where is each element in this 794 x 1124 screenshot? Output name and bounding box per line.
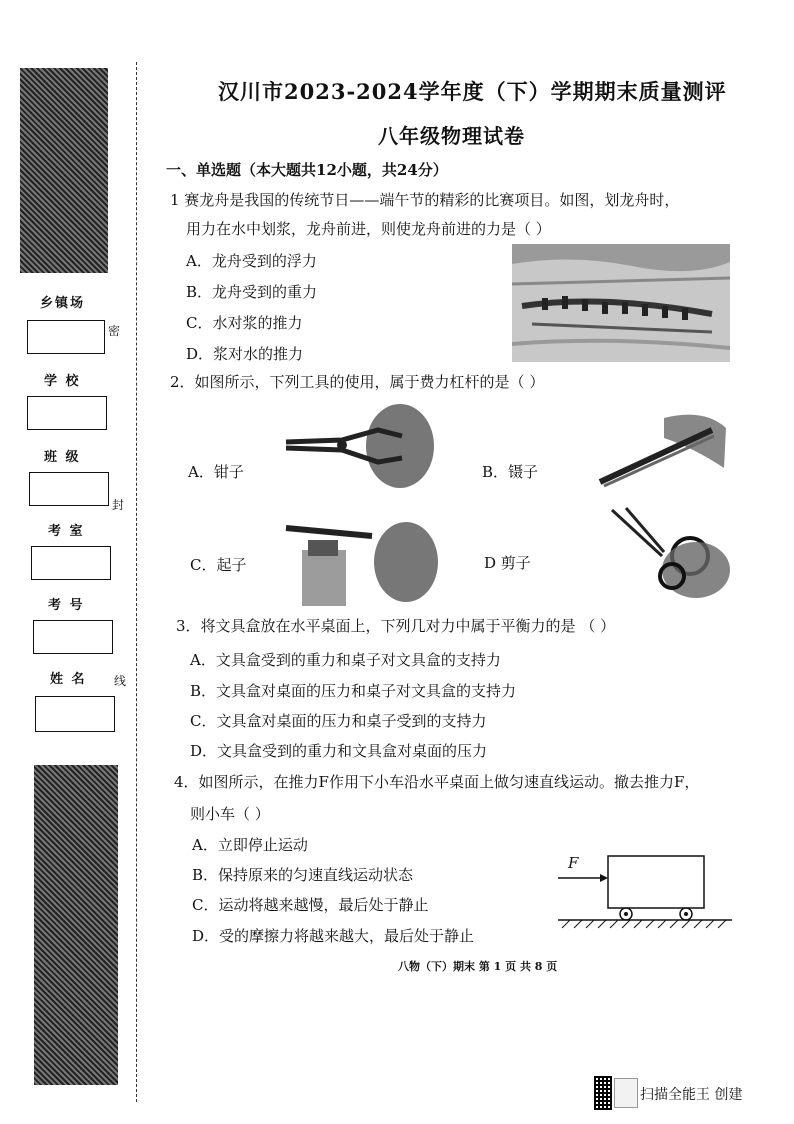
field-label-room: 考 室	[48, 524, 85, 539]
field-box-school[interactable]	[27, 396, 107, 430]
field-label-exam-number: 考 号	[48, 598, 85, 613]
field-label-class: 班 级	[44, 450, 81, 465]
dragon-boat-photo	[512, 244, 730, 362]
question-2-stem: 2．如图所示，下列工具的使用，属于费力杠杆的是（ ）	[170, 373, 545, 391]
question-4-option-c[interactable]: C．运动将越来越慢，最后处于静止	[192, 896, 429, 914]
field-label-school: 学 校	[44, 374, 81, 389]
question-4-option-b[interactable]: B．保持原来的匀速直线运动状态	[192, 866, 414, 884]
question-3-option-b[interactable]: B．文具盒对桌面的压力和桌子对文具盒的支持力	[190, 682, 517, 700]
binding-hatch-bottom	[34, 765, 118, 1085]
field-label-town: 乡镇场	[40, 296, 86, 311]
exam-title: 汉川市2023-2024学年度（下）学期期末质量测评	[218, 79, 727, 104]
question-2-option-b[interactable]: B．镊子	[482, 463, 539, 481]
seal-mark-feng: 封	[112, 498, 125, 512]
binding-hatch-top	[20, 68, 108, 273]
seal-mark-mi: 密	[108, 324, 121, 338]
question-4-option-a[interactable]: A．立即停止运动	[192, 836, 308, 854]
question-3-option-a[interactable]: A．文具盒受到的重力和桌子对文具盒的支持力	[190, 651, 501, 669]
pliers-image	[282, 400, 442, 490]
scanner-logo-icon	[614, 1078, 638, 1108]
qr-code-icon	[594, 1076, 612, 1110]
force-label: F	[568, 854, 579, 872]
question-4-stem-line-1: 4．如图所示，在推力F作用下小车沿水平桌面上做匀速直线运动。撤去推力F，	[174, 773, 700, 791]
question-2-option-c[interactable]: C．起子	[190, 556, 247, 574]
scissors-image	[592, 500, 732, 600]
question-1-option-b[interactable]: B．龙舟受到的重力	[186, 283, 318, 301]
question-2-option-d[interactable]: D 剪子	[484, 554, 531, 572]
question-4-option-d[interactable]: D．受的摩擦力将越来越大，最后处于静止	[192, 927, 475, 945]
binding-dashed-line	[136, 62, 137, 1102]
question-3-option-c[interactable]: C．文具盒对桌面的压力和桌子受到的支持力	[190, 712, 487, 730]
cart-force-diagram	[556, 850, 736, 930]
question-3-stem: 3．将文具盒放在水平桌面上，下列几对力中属于平衡力的是 （ ）	[176, 617, 616, 635]
tweezers-image	[594, 408, 730, 490]
seal-mark-xian: 线	[114, 674, 127, 688]
exam-subtitle: 八年级物理试卷	[378, 124, 525, 148]
field-box-town[interactable]	[27, 320, 105, 354]
scanner-watermark: 扫描全能王 创建	[640, 1087, 743, 1103]
question-1-option-c[interactable]: C．水对浆的推力	[186, 314, 303, 332]
field-box-room[interactable]	[31, 546, 111, 580]
field-label-name: 姓 名	[50, 672, 87, 687]
field-box-name[interactable]	[35, 696, 115, 732]
field-box-class[interactable]	[29, 472, 109, 506]
question-3-option-d[interactable]: D．文具盒受到的重力和文具盒对桌面的压力	[190, 742, 488, 760]
bottle-opener-image	[282, 510, 442, 606]
question-1-option-d[interactable]: D．浆对水的推力	[186, 345, 304, 363]
question-2-option-a[interactable]: A．钳子	[188, 463, 244, 481]
section-heading: 一、单选题（本大题共12小题，共24分）	[166, 161, 448, 179]
field-box-exam-number[interactable]	[33, 620, 113, 654]
page-footer: 八物（下）期末 第 1 页 共 8 页	[398, 960, 558, 973]
question-4-stem-line-2: 则小车（ ）	[190, 805, 270, 823]
question-1-stem-line-2: 用力在水中划浆，龙舟前进，则使龙舟前进的力是（ ）	[186, 220, 551, 238]
question-1-stem-line-1: 1 赛龙舟是我国的传统节日——端午节的精彩的比赛项目。如图，划龙舟时，	[170, 191, 680, 209]
question-1-option-a[interactable]: A．龙舟受到的浮力	[186, 252, 317, 270]
